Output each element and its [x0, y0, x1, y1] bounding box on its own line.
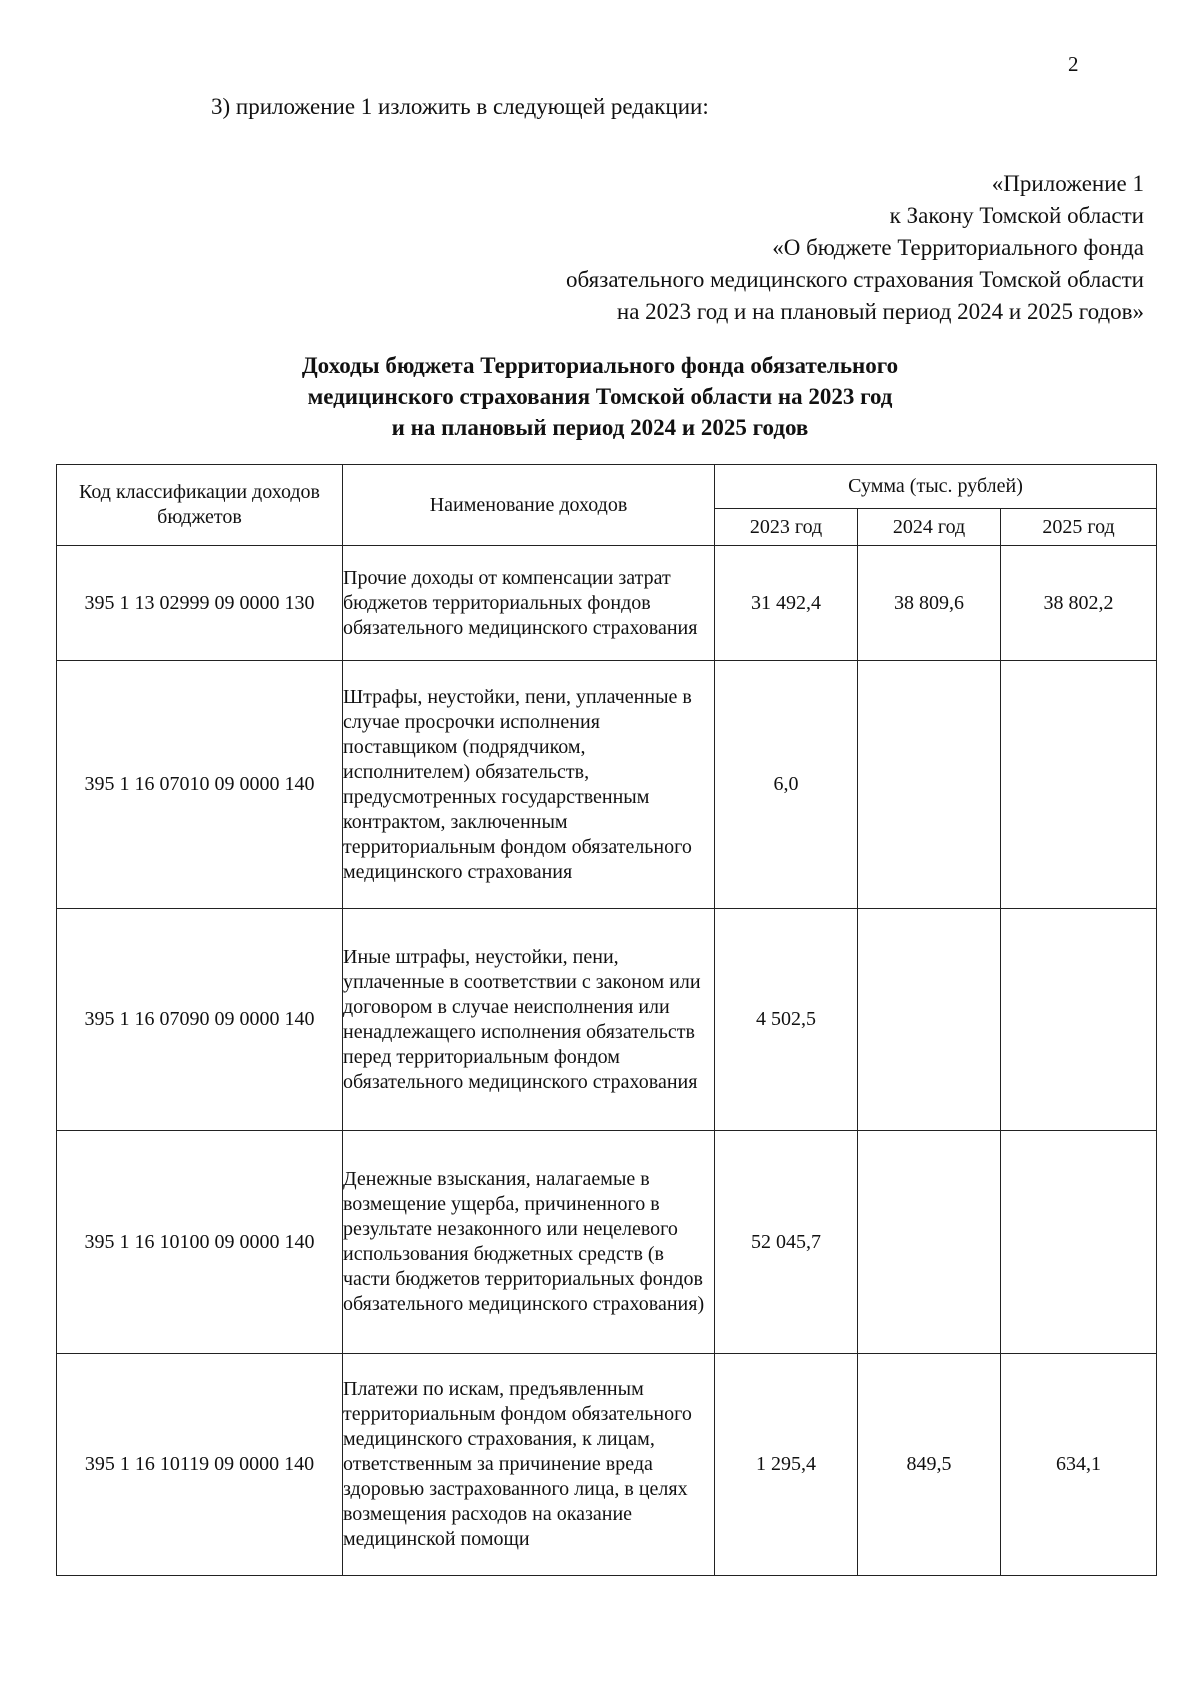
- title-line: Доходы бюджета Территориального фонда обязательного: [301, 353, 899, 378]
- amount-2023: 52 045,7: [715, 1131, 858, 1354]
- document-title: [0, 350, 1200, 443]
- income-name: Денежные взыскания, налагаемые в возмещение ущерба, причиненного в результате незаконного или нецелевого использования бюджетных средств (в части бюджетов территориальных фондов обязательного медицинского страхования): [343, 1131, 715, 1354]
- title-line: и на плановый период 2024 и 2025 годов: [391, 415, 809, 440]
- table-row: [57, 546, 1157, 661]
- income-code: 395 1 13 02999 09 0000 130: [57, 546, 343, 661]
- amount-2023: 6,0: [715, 661, 858, 909]
- income-code: 395 1 16 07090 09 0000 140: [57, 909, 343, 1131]
- amount-2023: 31 492,4: [715, 546, 858, 661]
- intro-paragraph: 3) приложение 1 изложить в следующей редакции:: [211, 94, 709, 119]
- appendix-header: [404, 168, 1144, 328]
- page-number: 2: [1068, 52, 1079, 76]
- amount-2023: 4 502,5: [715, 909, 858, 1131]
- income-code: 395 1 16 10119 09 0000 140: [57, 1354, 343, 1576]
- amount-2024: 849,5: [858, 1354, 1001, 1576]
- income-name: Прочие доходы от компенсации затрат бюджетов территориальных фондов обязательного медицинского страхования: [343, 546, 715, 661]
- income-name: Платежи по искам, предъявленным территориальным фондом обязательного медицинского страхования, к лицам, ответственным за причинение вреда здоровью застрахованного лица, в целях возмещения расходов на оказание медицинской помощи: [343, 1354, 715, 1576]
- table-row: [57, 1354, 1157, 1576]
- appendix-line: на 2023 год и на плановый период 2024 и 2025 годов»: [616, 299, 1144, 324]
- income-table: [56, 464, 1157, 1576]
- table-row: [57, 1131, 1157, 1354]
- income-name: Иные штрафы, неустойки, пени, уплаченные в соответствии с законом или договором в случае неисполнения или ненадлежащего исполнения обязательств перед территориальным фондом обязательного медицинского страхования: [343, 909, 715, 1131]
- amount-2025: [1001, 909, 1157, 1131]
- table-row: [57, 661, 1157, 909]
- income-code: 395 1 16 07010 09 0000 140: [57, 661, 343, 909]
- appendix-line: к Закону Томской области: [889, 203, 1144, 228]
- amount-2025: 38 802,2: [1001, 546, 1157, 661]
- amount-2024: [858, 1131, 1001, 1354]
- appendix-line: «Приложение 1: [991, 171, 1144, 196]
- header-year-2023: 2023 год: [715, 509, 858, 546]
- amount-2025: [1001, 661, 1157, 909]
- header-sum: Сумма (тыс. рублей): [715, 465, 1157, 509]
- amount-2024: [858, 909, 1001, 1131]
- income-name: Штрафы, неустойки, пени, уплаченные в случае просрочки исполнения поставщиком (подрядчиком, исполнителем) обязательств, предусмотренных государственным контрактом, заключенным территориальным фондом обязательного медицинского страхования: [343, 661, 715, 909]
- appendix-line: обязательного медицинского страхования Томской области: [566, 267, 1144, 292]
- amount-2024: 38 809,6: [858, 546, 1001, 661]
- header-name: Наименование доходов: [343, 465, 715, 546]
- header-code: Код классификации доходов бюджетов: [57, 465, 343, 546]
- amount-2025: 634,1: [1001, 1354, 1157, 1576]
- amount-2025: [1001, 1131, 1157, 1354]
- amount-2024: [858, 661, 1001, 909]
- table-row: [57, 909, 1157, 1131]
- amount-2023: 1 295,4: [715, 1354, 858, 1576]
- appendix-line: «О бюджете Территориального фонда: [772, 235, 1144, 260]
- header-year-2025: 2025 год: [1001, 509, 1157, 546]
- header-year-2024: 2024 год: [858, 509, 1001, 546]
- title-line: медицинского страхования Томской области на 2023 год: [307, 384, 893, 409]
- income-code: 395 1 16 10100 09 0000 140: [57, 1131, 343, 1354]
